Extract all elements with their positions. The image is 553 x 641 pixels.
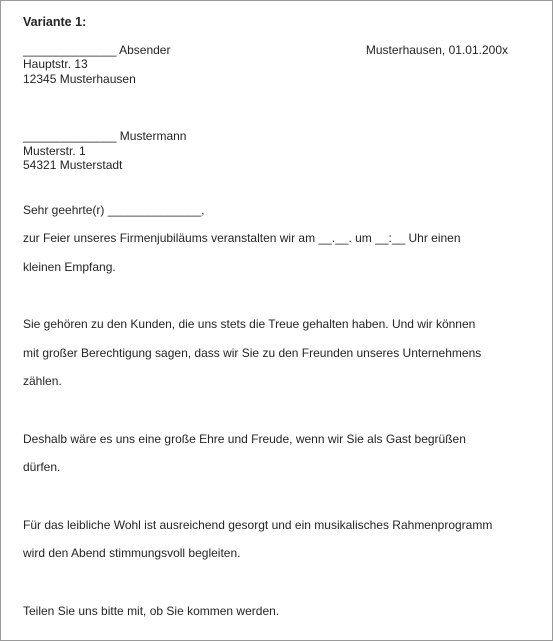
body-line: kleinen Empfang. bbox=[23, 260, 116, 274]
body-line: wird den Abend stimmungsvoll begleiten. bbox=[23, 546, 241, 560]
salutation: Sehr geehrte(r) ______________, bbox=[23, 203, 205, 217]
variant-heading: Variante 1: bbox=[23, 15, 87, 29]
body-line: Für das leibliche Wohl ist ausreichend gesorgt und ein musikalisches Rahmenprogramm bbox=[23, 518, 493, 532]
sender-city: 12345 Musterhausen bbox=[23, 72, 136, 86]
sender-street: Hauptstr. 13 bbox=[23, 57, 88, 71]
body-line: Deshalb wäre es uns eine große Ehre und Freude, wenn wir Sie als Gast begrüßen bbox=[23, 432, 466, 446]
recipient-line: ______________ Mustermann bbox=[23, 129, 187, 143]
recipient-city: 54321 Musterstadt bbox=[23, 158, 123, 172]
body-line: mit großer Berechtigung sagen, dass wir Sie zu den Freunden unseres Unternehmens bbox=[23, 346, 482, 360]
body-line: Sie gehören zu den Kunden, die uns stets die Treue gehalten haben. Und wir können bbox=[23, 317, 476, 331]
sender-line: ______________ Absender bbox=[23, 43, 171, 57]
body-line: zählen. bbox=[23, 374, 62, 388]
recipient-street: Musterstr. 1 bbox=[23, 144, 86, 158]
place-date: Musterhausen, 01.01.200x bbox=[365, 43, 508, 57]
body-line: Teilen Sie uns bitte mit, ob Sie kommen werden. bbox=[23, 604, 280, 618]
body-line: dürfen. bbox=[23, 460, 61, 474]
body-line: zur Feier unseres Firmenjubiläums veranstalten wir am __.__. um __:__ Uhr einen bbox=[23, 231, 461, 245]
